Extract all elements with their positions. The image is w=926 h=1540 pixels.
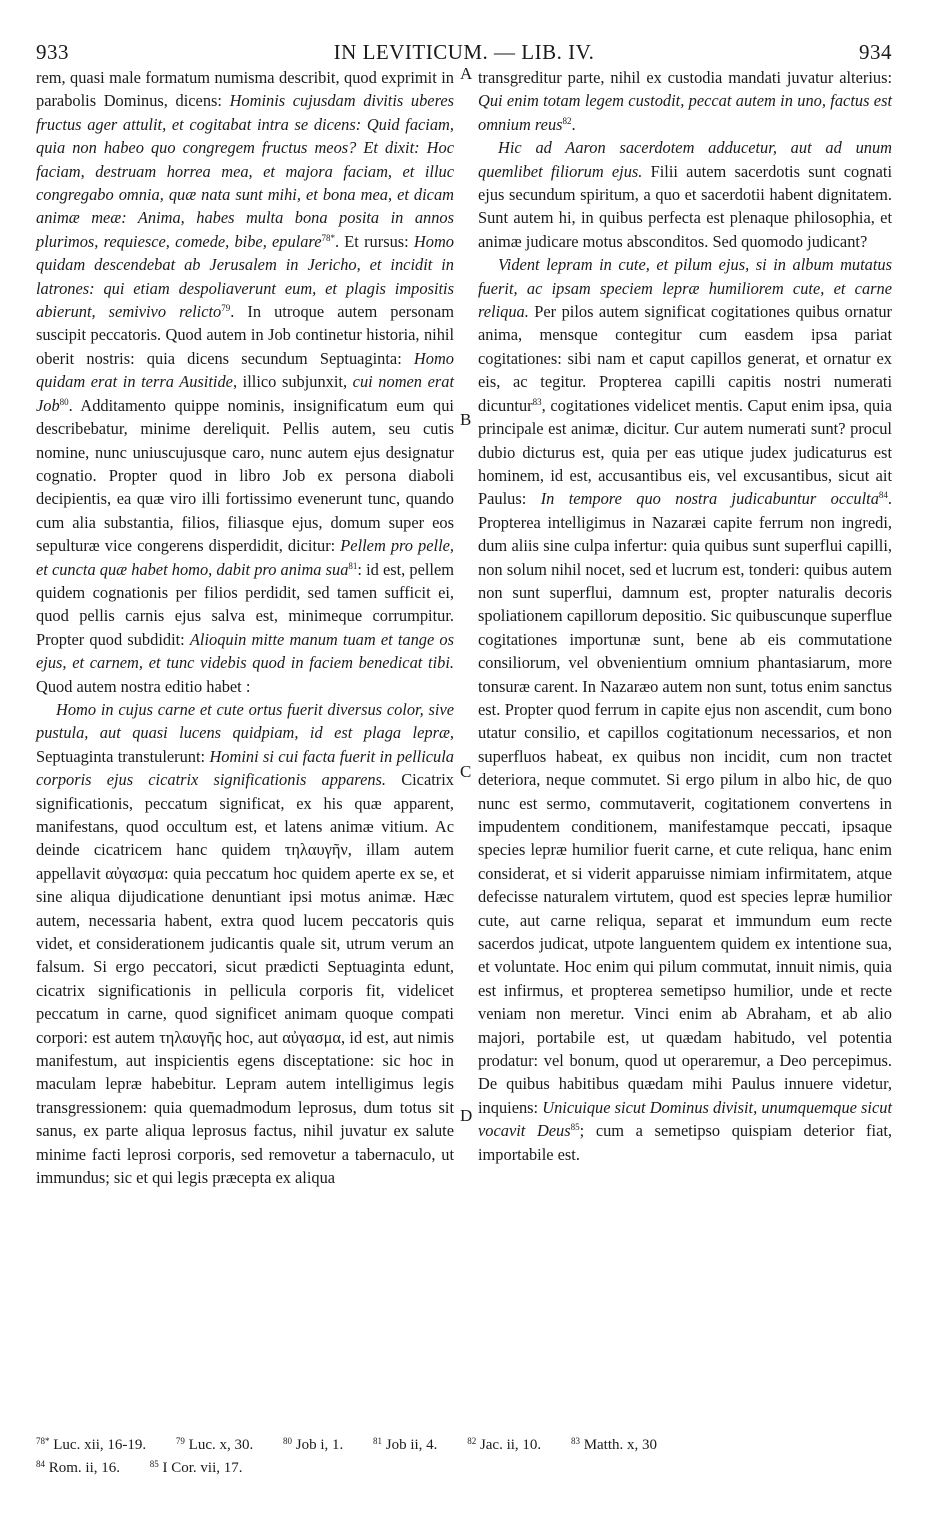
- right-paragraph-2: [478, 136, 892, 253]
- footnote-78: [36, 1432, 146, 1455]
- margin-letter-c: C: [460, 762, 472, 781]
- footnote-ref: 85: [570, 1122, 580, 1133]
- body-text: . In utroque autem personam suscipit peccatoris. Quod autem in Job continetur historia, nihil oberit nostris: quia dicens secundum Septuaginta:: [36, 302, 455, 368]
- right-column: [478, 66, 892, 1166]
- quotation: Homo quidam erat in terra Ausitide: [36, 348, 454, 392]
- page-number-right: 934: [859, 40, 892, 64]
- footnote-ref: 78*: [321, 232, 335, 243]
- quotation: Homo quidam descendebat ab Jerusalem in Jericho, et incidit in latrones: qui etiam despoliaverunt eum, et plagis impositis abierunt, semivivo relicto: [36, 231, 454, 322]
- footnote-ref: 84: [878, 490, 888, 501]
- footnote-number: 84: [36, 1459, 45, 1469]
- footnotes: [36, 1432, 892, 1478]
- footnote-line-2: [36, 1455, 892, 1478]
- right-paragraph-3: [478, 253, 892, 1166]
- footnote-ref: 83: [532, 396, 542, 407]
- quotation: Hominis cujusdam divitis uberes fructus ager attulit, et cogitabat intra se dicens: Quid faciam, quia non habeo quo congregem fructus meos? Et dixit: Hoc faciam, destruam horrea mea, et majora faciam, et illuc congregabo omnia, quæ nata sunt mihi, et bona mea, et dicam animæ meæ: Anima, habes multa bona posita in annos plurimos, requiesce, comede, bibe, epulare: [36, 91, 454, 251]
- quotation: Vident lepram in cute, et pilum ejus, si in album mutatus fuerit, ac ipsam speciem lepræ humiliorem cute, et carne reliqua.: [478, 255, 892, 322]
- body-text: , illico subjunxit,: [232, 372, 353, 392]
- footnote-text: Luc. xii, 16-19.: [53, 1437, 147, 1453]
- footnote-80: [283, 1432, 343, 1455]
- footnote-number: 82: [467, 1436, 477, 1446]
- footnote-text: Rom. ii, 16.: [48, 1460, 121, 1476]
- footnote-text: Luc. x, 30.: [188, 1437, 254, 1453]
- running-header: [36, 40, 892, 66]
- footnote-ref: 79: [221, 303, 231, 314]
- running-title: IN LEVITICUM. — LIB. IV.: [333, 40, 595, 64]
- body-text: . Additamento quippe nominis, insignificatum eum qui describebatur, minime dereliquit. Pellis autem, seu cutis nomine, nunc uniuscujusque caro, nunc autem ejus designatur cognatio. Propter quod in libro Job ex persona diaboli decipientis, ea quæ viro illi fortissimo evenerunt tunc, quando cum alia substantia, filios, filiasque ejus, domum super eos sepulturæ vice congerens disperdidit, dicitur:: [36, 395, 454, 556]
- footnote-ref: 80: [59, 396, 69, 407]
- body-text: . Et rursus:: [334, 231, 414, 251]
- body-text: .: [571, 114, 576, 134]
- body-text: ; cum a semetipso quispiam deterior fiat, importabile est.: [478, 1121, 892, 1164]
- body-text: rem, quasi male formatum numisma describit, quod exprimit in parabolis Dominus, dicens:: [36, 68, 454, 111]
- footnote-ref: 81: [348, 560, 358, 571]
- quotation: In tempore quo nostra judicabuntur occulta: [540, 489, 879, 509]
- left-paragraph-1: [36, 66, 454, 698]
- quotation: Unicuique sicut Dominus divisit, unumquemque sicut vocavit Deus: [478, 1097, 892, 1141]
- page-number-left: 933: [36, 40, 69, 64]
- body-text: transgreditur parte, nihil ex custodia mandati juvatur alterius:: [478, 68, 892, 87]
- margin-letter-d: D: [460, 1106, 473, 1125]
- footnote-line-1: [36, 1432, 892, 1455]
- footnote-text: Job i, 1.: [295, 1437, 344, 1453]
- body-text: Filii autem sacerdotis sunt cognati ejus secundum spiritum, a quo et sacerdotii habent dignitatem. Sunt autem hi, in quibus perfecta est plenaque philosophia, et animæ judicare motus absconditos. Sed quomodo judicant?: [478, 161, 892, 251]
- quotation: Homo in cujus carne et cute ortus fuerit diversus color, sive pustula, aut quasi lucens quidpiam, id est plaga lepræ: [36, 699, 454, 743]
- footnote-number: 79: [175, 1436, 185, 1446]
- footnote-text: Matth. x, 30: [583, 1437, 658, 1453]
- footnote-84: [36, 1455, 120, 1478]
- body-text: . Propterea intelligimus in Nazaræi capite ferrum non ingredi, dum aliis sine culpa infertur: quia quibus sunt superflui capilli, non solum nihil nocet, sed et lucrum est, tonderi: quibus autem non sunt superflui, damnum est, propter naturalis decoris spoliationem capillorum depositio. Sic quibuscunque superflue cogitationes importunæ sunt, bene ab eis commutatione consiliorum, vel obvenientium omnium phantasiarum, more tonsuræ carent. In Nazaræo autem non sunt, totus enim sanctus est. Propter quod ferrum in capite ejus non ascendit, cum bono utatur consilio, et capillos cogitationum necessarios, et non superfluos habeat, ex quibus non incidit, cum non tractet deteriora, neque commutet. Si ergo pilum in albo hic, de quo nunc est sermo, commutaverit, cogitationem convertens in impudentem conditionem, manifestamque peccati, ipsaque species lepræ humilior fuerit carne, et cute reliqua, hanc enim considerat, et si viderit apparuisse nimiam infirmitatem, atque defecisse naturalem virtutem, quod est species lepræ humilior cute, aut carne reliqua, separat et immundum eum recte sacerdos judicat, utpote languentem quidem ex intentione sua, et voluntate. Hoc enim qui pilum commutat, innuit nimis, quia est infirmus, et propterea semetipso humilior, unde et recte veniam non meretur. Vinci enim ab Abraham, et ab alio majori, portabile est, ut quædam habitudo, vel potentia prodatur: vel bonum, quod ut operaremur, a Deo percepimus. De quibus habitibus quædam mihi Paulus innuere videtur, inquiens:: [478, 489, 892, 1117]
- body-text: Per pilos autem significat cogitationes quibus ornatur anima, mensque contegitur cum easdem ipsa pariat cogitationes: sibi nam et caput capillos generat, et ornatur ex eis, ac tegitur. Propterea capilli capitis nostri numerati dicuntur: [478, 302, 892, 415]
- body-text: : id est, pellem quidem cognationis per filios perdidit, sed tamen sufficit ei, quod pellis carnis ejus salva est, minimeque corrumpitur. Propter quod subdidit:: [36, 559, 454, 649]
- quotation: Alioquin mitte manum tuam et tange os ejus, et carnem, et tunc videbis quod in faciem benedicat tibi.: [36, 629, 454, 673]
- footnote-81: [373, 1432, 437, 1455]
- footnote-79: [176, 1432, 253, 1455]
- margin-letter-a: A: [460, 64, 473, 83]
- quotation: Pellem pro pelle, et cuncta quæ habet homo, dabit pro anima sua: [36, 536, 454, 579]
- footnote-text: Job ii, 4.: [385, 1437, 438, 1453]
- footnote-number: 85: [149, 1459, 159, 1469]
- quotation: Hic ad Aaron sacerdotem adducetur, aut ad unum quemlibet filiorum ejus.: [478, 138, 892, 181]
- margin-letter-b: B: [460, 410, 472, 429]
- footnote-82: [467, 1432, 541, 1455]
- body-text: Cicatrix significationis, peccatum significat, ex his quæ apparent, manifestans, quod occultum est, et latens animæ vitium. Ac deinde cicatricem hanc quidem τηλαυγῆν, illam autem appellavit αὐγασμα: quia peccatum hoc quidem aperte ex se, et sine aliqua dijudicatione denuntiant ipsi motus animæ. Hæc autem, necessaria habent, extra quod lucem peccatoris quis videt, et considerationem judicantis quale sit, utrum verum an falsum. Si ergo peccatori, sicut prædicti Septuaginta edunt, cicatrix significationis in pellicula corporis fit, videlicet peccatum in carne, quod significet animam quoque compati corpori: est autem τηλαυγῆς hoc, aut αὐγασμα, id est, aut nimis manifestum, aut inspicientis egens disceptatione: sic hoc in maculam lepræ habebitur. Lepram autem intelligimus legis transgressionem: quia quemadmodum leprosus, dum totus sit sanus, ex parte aliqua leprosus factus, nihil juvatur ex salute minime facti leprosi corporis, sed removetur a tabernaculo, ut immundus; sic et qui legis præcepta ex aliqua: [36, 770, 454, 1188]
- quotation: Qui enim totam legem custodit, peccat autem in uno, factus est omnium reus: [478, 91, 892, 134]
- footnote-text: I Cor. vii, 17.: [162, 1460, 243, 1476]
- quotation: Homini si cui facta fuerit in pellicula corporis ejus cicatrix significationis apparens.: [36, 746, 454, 790]
- footnote-text: Jac. ii, 10.: [479, 1437, 542, 1453]
- right-paragraph-1: [478, 66, 892, 136]
- footnote-85: [150, 1455, 243, 1478]
- footnote-number: 83: [570, 1436, 580, 1446]
- left-paragraph-2: [36, 698, 454, 1190]
- footnote-83: [571, 1432, 657, 1455]
- body-text: , cogitationes videlicet mentis. Caput enim ipsa, quia principale est animæ, dicitur. Cur autem numerati sunt? procul dubio dicturus est, quia per eas utique judex judicaturus est hominem, id est, accusantibus eis, vel excusantibus, sicut ait Paulus:: [478, 395, 892, 509]
- body-text: , Septuaginta transtulerunt:: [36, 723, 454, 766]
- body-text: Quod autem nostra editio habet :: [36, 676, 251, 696]
- footnote-number: 78*: [36, 1436, 50, 1446]
- footnote-number: 81: [373, 1436, 382, 1446]
- footnote-number: 80: [282, 1436, 292, 1446]
- quotation: cui nomen erat Job: [36, 372, 455, 415]
- footnote-ref: 82: [562, 115, 572, 126]
- left-column: [36, 66, 454, 1190]
